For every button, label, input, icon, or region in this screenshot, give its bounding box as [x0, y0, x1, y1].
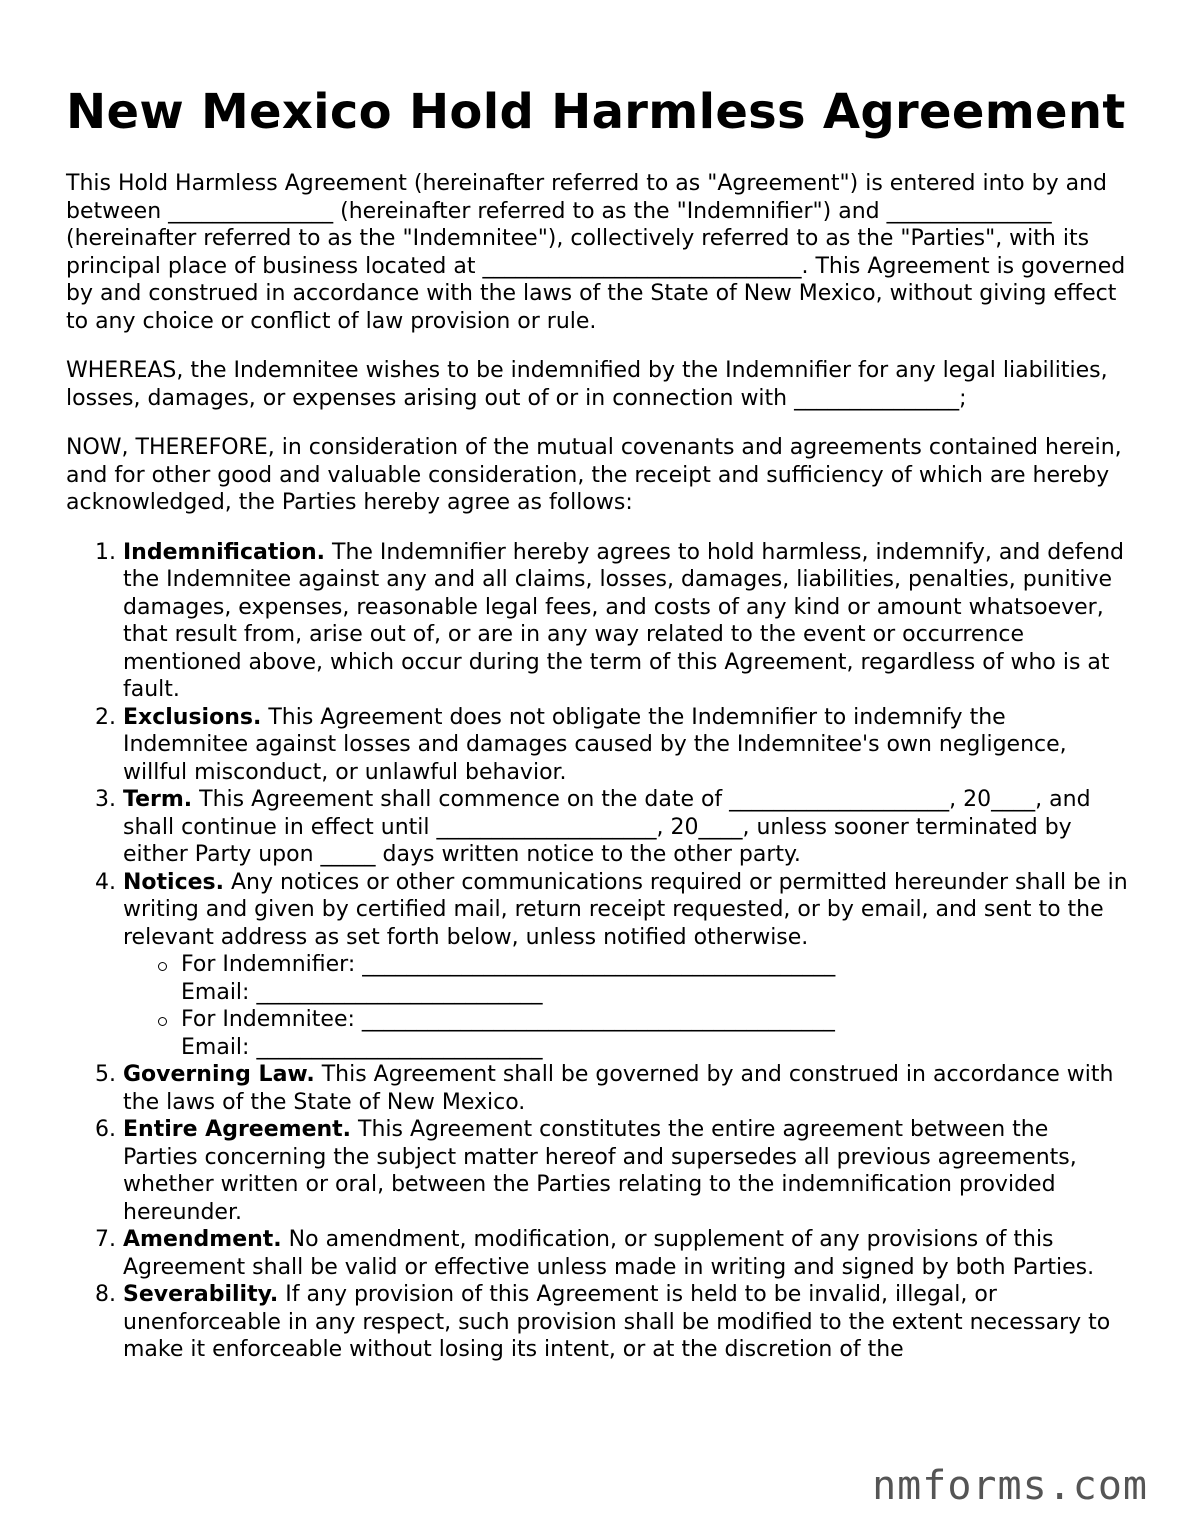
section-text: This Agreement does not obligate the Indemnifier to indemnify the Indemnitee against losses and damages caused by the Indemnitee's own negligence, willful misconduct, or unlawful behavior. — [123, 704, 1067, 785]
section-governing-law — [123, 1061, 1128, 1116]
section-heading: Amendment. — [123, 1227, 282, 1252]
site-watermark: nmforms.com — [872, 1463, 1148, 1509]
section-heading: Governing Law. — [123, 1062, 315, 1087]
section-text: No amendment, modification, or supplement of any provisions of this Agreement shall be valid or effective unless made in writing and signed by both Parties. — [123, 1227, 1095, 1280]
notice-email-line: Email: __________________________ — [181, 979, 543, 1005]
document-page — [66, 82, 1128, 1364]
sections-list — [66, 539, 1128, 1364]
section-heading: Term. — [123, 787, 193, 812]
section-amendment — [123, 1226, 1128, 1281]
notice-party-line: For Indemnitee: ___________________________________________ — [181, 1007, 835, 1032]
section-text: If any provision of this Agreement is held to be invalid, illegal, or unenforceable in any respect, such provision shall be modified to the extent necessary to make it enforceable without losing its intent, or at the discretion of the — [123, 1282, 1111, 1362]
notice-indemnitee — [181, 1006, 1128, 1061]
section-heading: Exclusions. — [123, 704, 262, 730]
notice-indemnifier — [181, 951, 1128, 1006]
section-heading: Entire Agreement. — [123, 1117, 352, 1142]
section-severability — [123, 1281, 1128, 1364]
document-title: New Mexico Hold Harmless Agreement — [66, 84, 1126, 140]
section-indemnification — [123, 539, 1128, 704]
section-term — [123, 786, 1128, 869]
now-therefore-paragraph: NOW, THEREFORE, in consideration of the mutual covenants and agreements contained herein, and for other good and valuable consideration, the receipt and sufficiency of which are hereby acknowledged, the Parties hereby agree as follows: — [66, 435, 1122, 515]
section-text: The Indemnifier hereby agrees to hold harmless, indemnify, and defend the Indemnitee against any and all claims, losses, damages, liabilities, penalties, punitive damages, expenses, reasonable legal fees, and costs of any kind or amount whatsoever, that result from, arise out of, or are in any way related to the event or occurrence mentioned above, which occur during the term of this Agreement, regardless of who is at fault. — [123, 539, 1124, 702]
section-heading: Severability. — [123, 1282, 279, 1307]
section-text: Any notices or other communications required or permitted hereunder shall be in writing and given by certified mail, return receipt requested, or by email, and sent to the relevant address as set forth below, unless notified otherwise. — [123, 869, 1128, 950]
section-heading: Indemnification. — [123, 539, 326, 565]
notice-party-line: For Indemnifier: ___________________________________________ — [181, 952, 836, 977]
section-text: This Agreement constitutes the entire agreement between the Parties concerning the subject matter hereof and supersedes all previous agreements, whether written or oral, between the Parties relating to the indemnification provided hereunder. — [123, 1117, 1077, 1225]
section-exclusions — [123, 704, 1128, 787]
intro-paragraph: This Hold Harmless Agreement (hereinafter referred to as "Agreement") is entered into by and between _______________ (hereinafter referred to as the "Indemnifier") and _______________ (hereinafter referred to as the "Indemnitee"), collectively referred to as the "Parties", with its principal place of business located at _____________________________. This Agreement is governed by and construed in accordance with the laws of the State of New Mexico, without giving effect to any choice or conflict of law provision or rule. — [66, 171, 1126, 334]
notice-email-line: Email: __________________________ — [181, 1034, 543, 1060]
section-entire-agreement — [123, 1116, 1128, 1226]
whereas-paragraph: WHEREAS, the Indemnitee wishes to be indemnified by the Indemnifier for any legal liabilities, losses, damages, or expenses arising out of or in connection with _______________; — [66, 358, 1108, 411]
section-text: This Agreement shall commence on the date of ____________________, 20____, and shall continue in effect until ____________________, 20____, unless sooner terminated by either Party upon _____ days written notice to the other party. — [123, 787, 1091, 867]
section-text: This Agreement shall be governed by and construed in accordance with the laws of the State of New Mexico. — [123, 1062, 1114, 1115]
section-notices — [123, 869, 1128, 1062]
notices-list — [123, 951, 1128, 1061]
section-heading: Notices. — [123, 869, 224, 895]
